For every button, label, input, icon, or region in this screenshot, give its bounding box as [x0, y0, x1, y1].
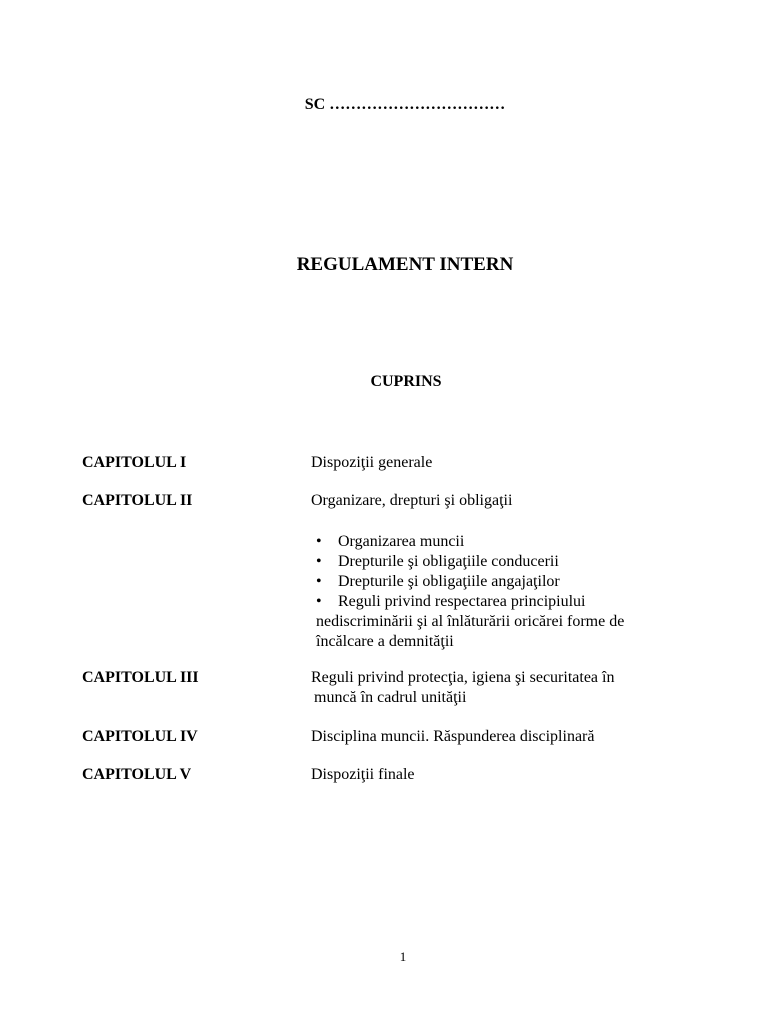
- chapter-title-line: muncă în cadrul unităţii: [314, 689, 467, 706]
- chapter-title: Organizare, drepturi şi obligaţii: [311, 492, 513, 509]
- chapter-title-line: Reguli privind protecţia, igiena şi securitatea în: [311, 669, 615, 686]
- chapter-title: Dispoziţii finale: [311, 766, 415, 783]
- chapter-label: CAPITOLUL I: [82, 454, 187, 471]
- list-item-text-cont: nediscriminării şi al înlăturării oricărei forme de: [316, 613, 625, 630]
- list-item-text-cont: încălcare a demnităţii: [316, 633, 454, 650]
- document-title: REGULAMENT INTERN: [296, 254, 514, 275]
- bullet-icon: •: [316, 533, 322, 550]
- chapter-title: Disciplina muncii. Răspunderea disciplinară: [311, 728, 595, 745]
- list-item: [310, 532, 690, 552]
- chapter-label: CAPITOLUL II: [82, 492, 193, 509]
- bullet-icon: •: [316, 573, 322, 590]
- bullet-icon: •: [316, 553, 322, 570]
- chapter-title: Dispoziţii generale: [311, 454, 433, 471]
- chapter-title: [311, 668, 691, 708]
- list-item-text: Organizarea muncii: [338, 533, 465, 550]
- bullet-icon: •: [316, 593, 322, 610]
- chapter-label: CAPITOLUL V: [82, 766, 192, 783]
- chapter-2-subsections: [310, 532, 690, 652]
- list-item: [310, 592, 690, 652]
- toc-heading: CUPRINS: [370, 373, 442, 390]
- list-item-text: Drepturile şi obligaţiile angajaţilor: [338, 573, 560, 590]
- list-item-text: Reguli privind respectarea principiului: [338, 593, 586, 610]
- chapter-label: CAPITOLUL IV: [82, 728, 198, 745]
- company-name: SC ……………………………: [304, 96, 506, 113]
- list-item: [310, 552, 690, 572]
- list-item: [310, 572, 690, 592]
- page-number: 1: [399, 949, 407, 964]
- list-item-text: Drepturile şi obligaţiile conducerii: [338, 553, 559, 570]
- chapter-label: CAPITOLUL III: [82, 669, 199, 686]
